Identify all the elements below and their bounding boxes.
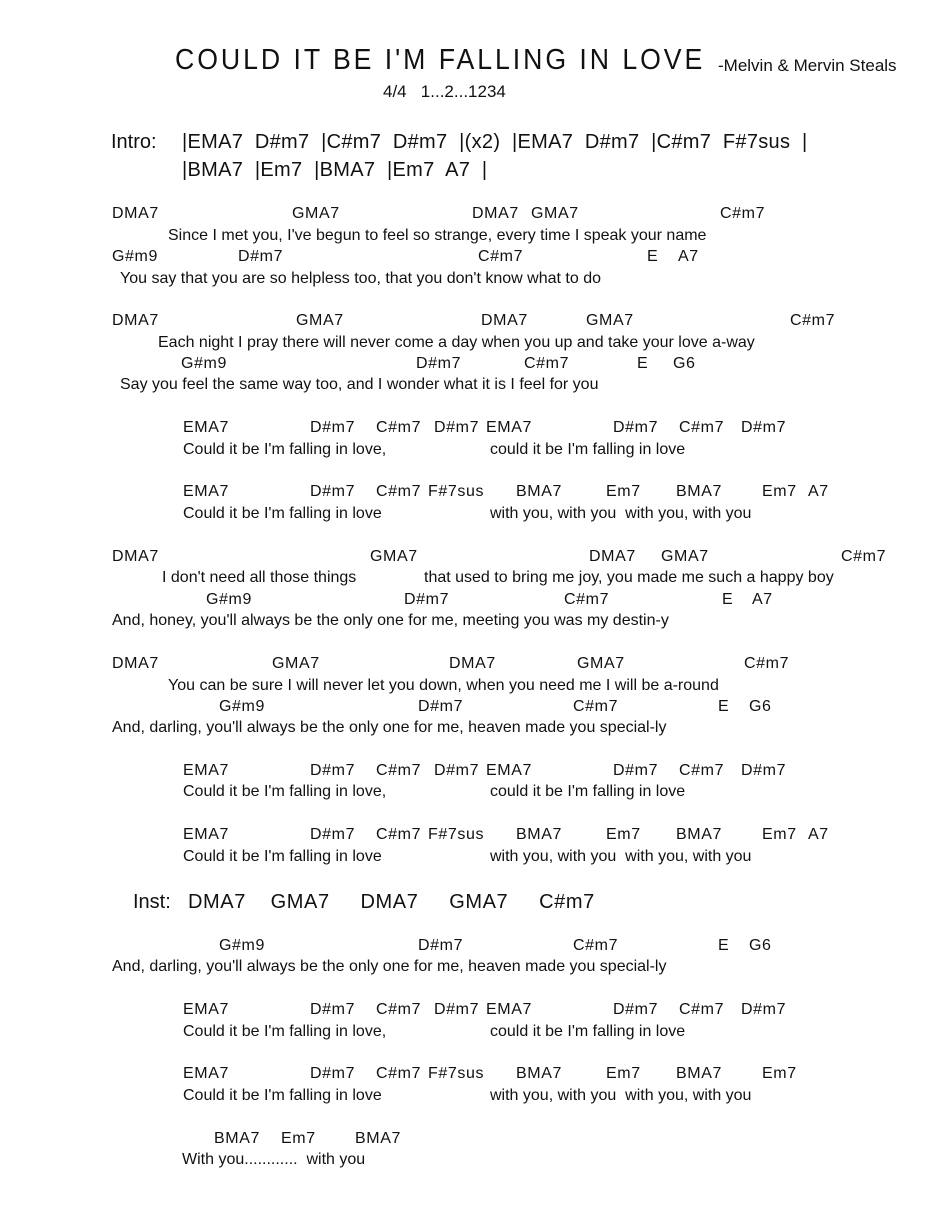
chord-symbol: C#m7 <box>573 698 619 715</box>
lyric-text: Each night I pray there will never come a day when you up and take your love a-way <box>158 334 755 351</box>
chord-symbol: F#7sus <box>428 1065 485 1082</box>
chord-symbol: GMA7 <box>272 655 320 672</box>
chord-symbol: D#m7 <box>434 762 480 779</box>
chord-symbol: C#m7 <box>573 937 619 954</box>
chord-symbol: GMA7 <box>586 312 634 329</box>
chord-symbol: Em7 <box>606 1065 641 1082</box>
chord-symbol: D#m7 <box>434 1001 480 1018</box>
chord-symbol: C#m7 <box>744 655 790 672</box>
chord-symbol: GMA7 <box>531 205 579 222</box>
chord-symbol: GMA7 <box>296 312 344 329</box>
chord-symbol: D#m7 <box>613 1001 659 1018</box>
chord-symbol: G6 <box>749 698 772 715</box>
chord-symbol: D#m7 <box>310 1065 356 1082</box>
chord-symbol: C#m7 <box>679 419 725 436</box>
chord-symbol: Em7 <box>606 826 641 843</box>
chord-symbol: C#m7 <box>376 762 422 779</box>
chord-symbol: D#m7 <box>418 937 464 954</box>
chord-symbol: C#m7 <box>376 483 422 500</box>
chord-symbol: C#m7 <box>524 355 570 372</box>
lyric-text: with you, with you with you, with you <box>490 505 752 522</box>
chord-symbol: Em7 <box>762 483 797 500</box>
chord-symbol: C#m7 <box>564 591 610 608</box>
chord-symbol: D#m7 <box>741 419 787 436</box>
chord-symbol: EMA7 <box>486 762 532 779</box>
lyric-text: And, darling, you'll always be the only one for me, heaven made you special-ly <box>112 719 667 736</box>
lyric-text: And, darling, you'll always be the only one for me, heaven made you special-ly <box>112 958 667 975</box>
chord-symbol: DMA7 <box>481 312 528 329</box>
lyric-text: could it be I'm falling in love <box>490 441 686 458</box>
chord-symbol: EMA7 <box>183 762 229 779</box>
chord-symbol: E <box>722 591 734 608</box>
lyric-text: And, honey, you'll always be the only one for me, meeting you was my destin-y <box>112 612 669 629</box>
chord-symbol: E <box>718 698 730 715</box>
chord-symbol: A7 <box>752 591 773 608</box>
chord-symbol: C#m7 <box>376 826 422 843</box>
chord-symbol: D#m7 <box>418 698 464 715</box>
chord-symbol: F#7sus <box>428 826 485 843</box>
chord-symbol: EMA7 <box>183 1065 229 1082</box>
lyric-text: could it be I'm falling in love <box>490 783 686 800</box>
chord-symbol: A7 <box>808 483 829 500</box>
tempo-count-in: 4/4 1...2...1234 <box>383 82 506 101</box>
chord-symbol: EMA7 <box>486 1001 532 1018</box>
chord-symbol: EMA7 <box>183 419 229 436</box>
chord-symbol: BMA7 <box>516 1065 562 1082</box>
lyric-text: You say that you are so helpless too, that you don't know what to do <box>120 270 601 287</box>
lyric-text: Since I met you, I've begun to feel so strange, every time I speak your name <box>168 227 707 244</box>
inst-chords: DMA7 GMA7 DMA7 GMA7 C#m7 <box>188 891 595 913</box>
chord-symbol: G#m9 <box>112 248 158 265</box>
lyric-text: Could it be I'm falling in love, <box>183 783 387 800</box>
artist-credit: -Melvin & Mervin Steals <box>718 56 897 75</box>
chord-symbol: GMA7 <box>292 205 340 222</box>
lyric-text: Could it be I'm falling in love <box>183 505 382 522</box>
chord-symbol: BMA7 <box>676 1065 722 1082</box>
chord-symbol: D#m7 <box>613 762 659 779</box>
lyric-text: with you, with you with you, with you <box>490 848 752 865</box>
lyric-text: Could it be I'm falling in love <box>183 1087 382 1104</box>
chord-symbol: G6 <box>673 355 696 372</box>
chord-symbol: BMA7 <box>355 1130 401 1147</box>
chord-symbol: A7 <box>678 248 699 265</box>
lyric-text: I don't need all those things <box>162 569 357 586</box>
chord-symbol: BMA7 <box>676 483 722 500</box>
chord-symbol: C#m7 <box>720 205 766 222</box>
chord-symbol: GMA7 <box>661 548 709 565</box>
chord-symbol: G#m9 <box>219 937 265 954</box>
chord-symbol: GMA7 <box>577 655 625 672</box>
chord-symbol: DMA7 <box>112 548 159 565</box>
chord-symbol: C#m7 <box>679 762 725 779</box>
chord-symbol: GMA7 <box>370 548 418 565</box>
chord-symbol: C#m7 <box>790 312 836 329</box>
chord-symbol: D#m7 <box>310 419 356 436</box>
chord-symbol: DMA7 <box>112 205 159 222</box>
chord-symbol: D#m7 <box>310 1001 356 1018</box>
chord-symbol: D#m7 <box>238 248 284 265</box>
inst-label: Inst: <box>133 891 171 913</box>
chord-symbol: BMA7 <box>516 483 562 500</box>
chord-symbol: D#m7 <box>434 419 480 436</box>
chord-symbol: G#m9 <box>181 355 227 372</box>
intro-label: Intro: <box>111 131 157 153</box>
chord-symbol: D#m7 <box>613 419 659 436</box>
lyric-text: Could it be I'm falling in love <box>183 848 382 865</box>
chord-symbol: EMA7 <box>183 483 229 500</box>
chord-symbol: DMA7 <box>472 205 519 222</box>
lyric-text: Could it be I'm falling in love, <box>183 441 387 458</box>
chord-symbol: F#7sus <box>428 483 485 500</box>
chord-symbol: D#m7 <box>741 762 787 779</box>
chord-symbol: Em7 <box>762 1065 797 1082</box>
chord-symbol: A7 <box>808 826 829 843</box>
chord-symbol: BMA7 <box>214 1130 260 1147</box>
chord-symbol: G#m9 <box>206 591 252 608</box>
chord-symbol: G#m9 <box>219 698 265 715</box>
chord-symbol: C#m7 <box>376 1065 422 1082</box>
lyric-text: You can be sure I will never let you down, when you need me I will be a-round <box>168 677 719 694</box>
chord-symbol: D#m7 <box>404 591 450 608</box>
lyric-text: Say you feel the same way too, and I wonder what it is I feel for you <box>120 376 599 393</box>
chord-symbol: DMA7 <box>112 655 159 672</box>
chord-symbol: E <box>647 248 659 265</box>
chord-symbol: Em7 <box>606 483 641 500</box>
chord-symbol: EMA7 <box>183 1001 229 1018</box>
intro-chords-line-2: |BMA7 |Em7 |BMA7 |Em7 A7 | <box>182 159 488 181</box>
chord-symbol: D#m7 <box>310 483 356 500</box>
lyric-text: could it be I'm falling in love <box>490 1023 686 1040</box>
chord-symbol: EMA7 <box>183 826 229 843</box>
chord-symbol: C#m7 <box>376 1001 422 1018</box>
chord-symbol: D#m7 <box>310 826 356 843</box>
lyric-text: With you............ with you <box>182 1151 366 1168</box>
lyric-text: that used to bring me joy, you made me such a happy boy <box>424 569 834 586</box>
chord-symbol: C#m7 <box>478 248 524 265</box>
lyric-text: Could it be I'm falling in love, <box>183 1023 387 1040</box>
intro-chords-line-1: |EMA7 D#m7 |C#m7 D#m7 |(x2) |EMA7 D#m7 |C#m7 F#7sus | <box>182 131 808 153</box>
chord-symbol: DMA7 <box>112 312 159 329</box>
chord-symbol: E <box>637 355 649 372</box>
chord-symbol: C#m7 <box>376 419 422 436</box>
chord-symbol: DMA7 <box>449 655 496 672</box>
chord-symbol: C#m7 <box>841 548 887 565</box>
chord-symbol: C#m7 <box>679 1001 725 1018</box>
chord-symbol: E <box>718 937 730 954</box>
chord-symbol: EMA7 <box>486 419 532 436</box>
chord-symbol: G6 <box>749 937 772 954</box>
chord-symbol: D#m7 <box>741 1001 787 1018</box>
chord-symbol: BMA7 <box>516 826 562 843</box>
lyric-text: with you, with you with you, with you <box>490 1087 752 1104</box>
chord-symbol: Em7 <box>762 826 797 843</box>
song-title: COULD IT BE I'M FALLING IN LOVE <box>175 44 706 76</box>
chord-symbol: Em7 <box>281 1130 316 1147</box>
chord-symbol: D#m7 <box>416 355 462 372</box>
chord-symbol: DMA7 <box>589 548 636 565</box>
chord-symbol: BMA7 <box>676 826 722 843</box>
chord-symbol: D#m7 <box>310 762 356 779</box>
